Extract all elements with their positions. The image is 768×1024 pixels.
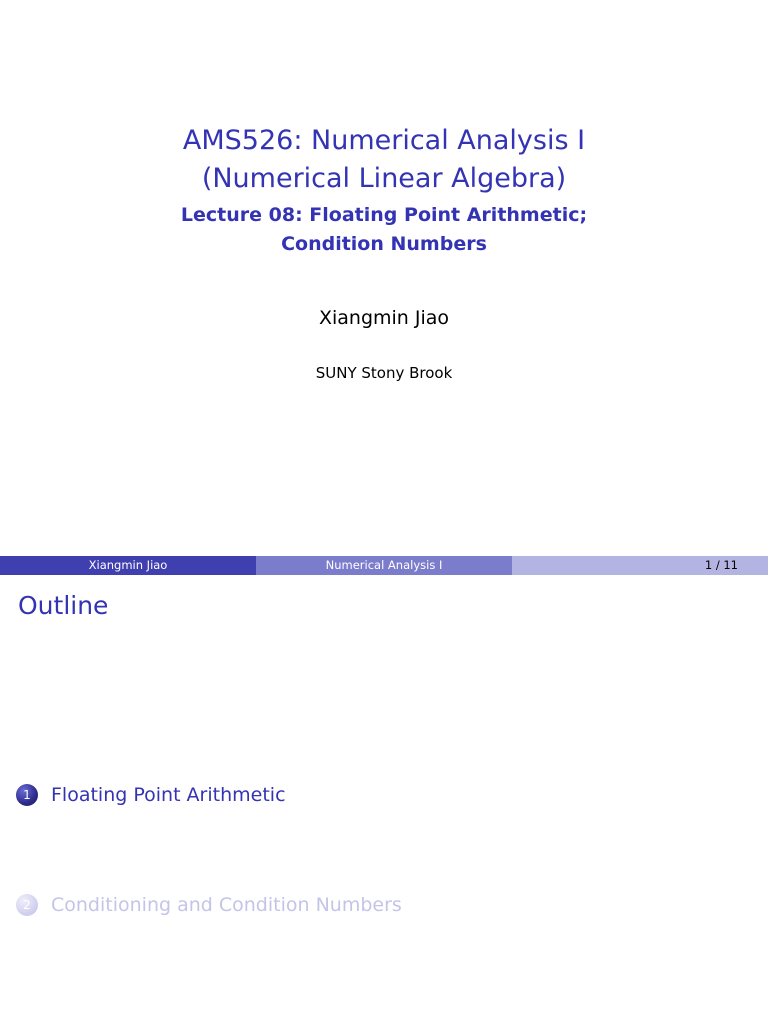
institute-name: SUNY Stony Brook [315,364,453,382]
title-line-1: AMS526: Numerical Analysis I [182,125,586,156]
presentation-subtitle [0,201,768,259]
toc-item-conditioning[interactable] [16,894,402,916]
footline-author: Xiangmin Jiao [0,556,256,575]
author-name: Xiangmin Jiao [318,307,450,329]
frame-title: Outline [18,591,109,620]
footline-short-title: Numerical Analysis I [256,556,512,575]
presentation-title [0,122,768,198]
footline [0,556,768,575]
subtitle-line-1: Lecture 08: Floating Point Arithmetic; [180,204,588,226]
subtitle-line-2: Condition Numbers [281,233,487,255]
toc-item-label: Floating Point Arithmetic [51,784,286,806]
section-number-ball-icon: 2 [16,894,38,916]
toc-item-floating-point[interactable] [16,784,286,806]
section-number-ball-icon: 1 [16,784,38,806]
toc-item-label: Conditioning and Condition Numbers [51,894,402,916]
title-line-2: (Numerical Linear Algebra) [201,163,567,194]
footline-page-number: 1 / 11 [512,556,768,575]
outline-slide [0,575,768,1024]
